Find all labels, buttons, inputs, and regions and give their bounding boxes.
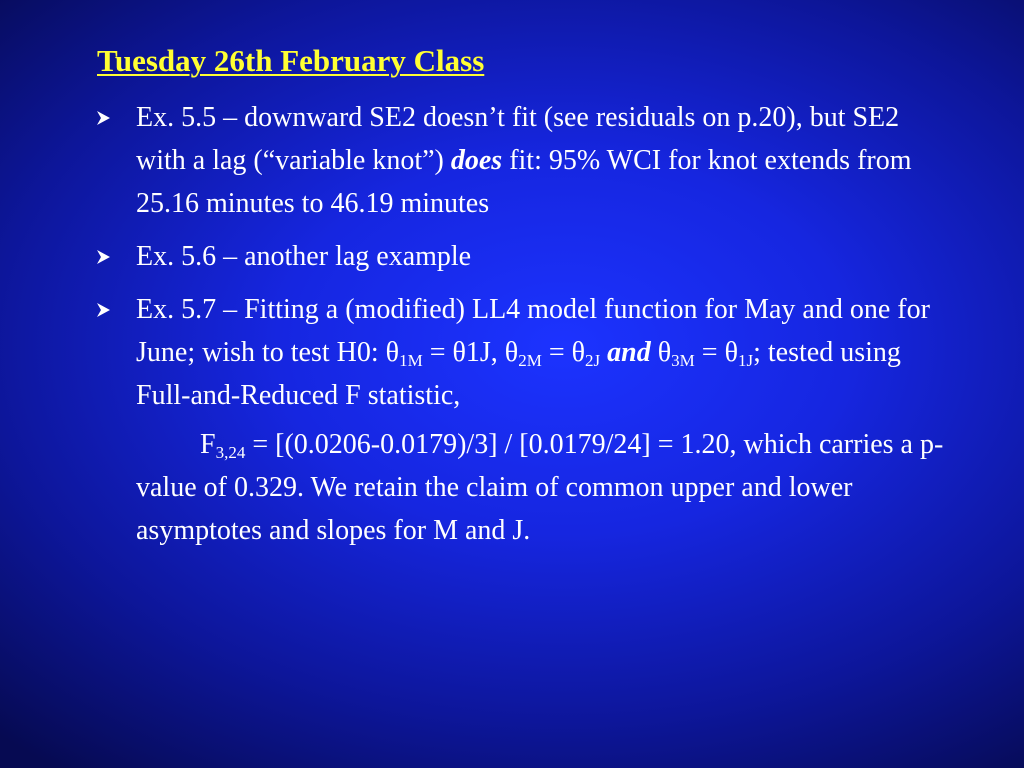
bullet-text-part: = θ	[541, 337, 586, 368]
bullet-text-part: = θ1J, θ	[422, 337, 519, 368]
subscript: 3,24	[215, 443, 246, 462]
bullet-item-ex-5-5	[96, 96, 946, 225]
subscript: 2J	[585, 351, 601, 370]
subscript: 1M	[399, 351, 423, 370]
bullet-text-part: Ex. 5.5 – downward SE2 doesn’t fit (see residuals on p.20), but SE2 with a lag (“variable knot”)	[136, 102, 900, 176]
bullet-list	[96, 96, 946, 552]
bullet-emphasis: does	[450, 145, 503, 176]
arrowhead-bullet-icon	[96, 235, 116, 278]
bullet-text-part: fit: 95% WCI for knot extends from 25.16 minutes to 46.19 minutes	[136, 145, 912, 219]
subscript: 1J	[738, 351, 754, 370]
bullet-text-part: θ	[650, 337, 672, 368]
bullet-text: Ex. 5.6 – another lag example	[136, 241, 472, 272]
subscript: 2M	[518, 351, 542, 370]
f-statistic-paragraph	[136, 423, 946, 552]
arrowhead-bullet-icon	[96, 288, 116, 331]
subscript: 3M	[671, 351, 695, 370]
slide-title: Tuesday 26th February Class	[97, 43, 485, 78]
arrowhead-bullet-icon	[96, 96, 116, 139]
bullet-text-part: Ex. 5.7 – Fitting a (modified) LL4 model function for May and one for June; wish to test H0: θ	[136, 294, 930, 368]
paragraph-text-part: F	[200, 429, 216, 460]
bullet-item-ex-5-6	[96, 235, 946, 278]
bullet-item-ex-5-7	[96, 288, 946, 552]
bullet-text-part: = θ	[694, 337, 738, 368]
bullet-emphasis: and	[607, 337, 651, 368]
paragraph-text-part: = [(0.0206-0.0179)/3] / [0.0179/24] = 1.20, which carries a p-value of 0.329. We retain the claim of common upper and lower asymptotes and slopes for M and J.	[136, 429, 944, 546]
bullet-text-part: ; tested using Full-and-Reduced F statistic,	[136, 337, 901, 411]
